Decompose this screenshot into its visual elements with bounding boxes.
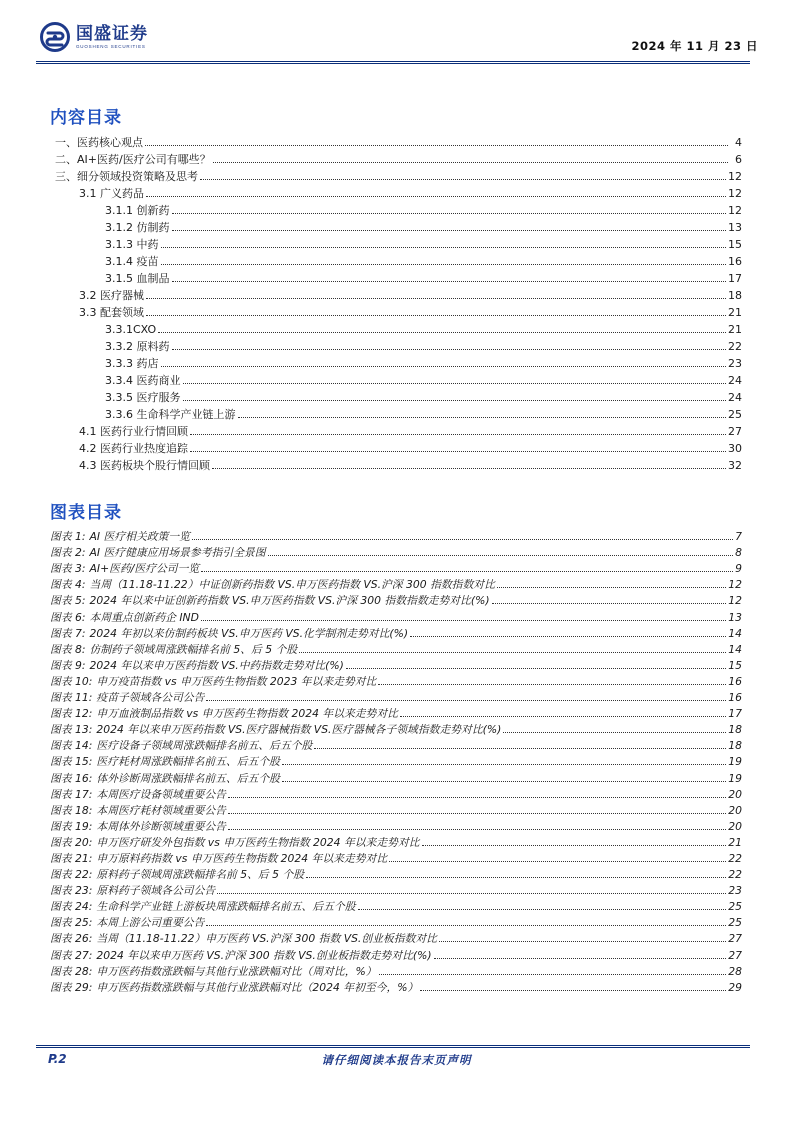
toc-entry[interactable] <box>50 185 742 202</box>
toc-entry-title: 4.1 医药行业行情回顾 <box>79 425 188 438</box>
figure-page: 14 <box>728 626 742 640</box>
leader-dots <box>206 925 726 926</box>
leader-dots <box>200 179 726 180</box>
toc-entry-title: 3.1.3 中药 <box>105 238 159 251</box>
figure-title: 本周医疗耗材领域重要公告 <box>96 803 226 817</box>
leader-dots <box>306 877 726 878</box>
figure-label: 图表 2: <box>50 546 86 560</box>
figure-label: 图表 3: <box>50 562 86 576</box>
figure-entry[interactable] <box>50 883 742 899</box>
figure-label: 图表 9: <box>50 658 86 672</box>
leader-dots <box>238 417 727 418</box>
figure-title: 申万医疗研发外包指数 vs 申万医药生物指数 2024 年以来走势对比 <box>96 835 420 849</box>
toc-entry-title: 3.1.4 疫苗 <box>105 255 159 268</box>
figure-label: 图表 11: <box>50 691 93 705</box>
figure-title: 本周上游公司重要公告 <box>96 916 205 930</box>
leader-dots <box>400 716 726 717</box>
figure-label: 图表 21: <box>50 851 93 865</box>
figure-list <box>50 529 742 996</box>
toc-entry-page: 21 <box>728 323 742 336</box>
figure-entry[interactable] <box>50 754 742 770</box>
figure-page: 18 <box>728 723 742 737</box>
figure-label: 图表 20: <box>50 835 93 849</box>
leader-dots <box>346 668 726 669</box>
toc-entry-page: 6 <box>735 153 742 166</box>
leader-dots <box>420 990 726 991</box>
figure-page: 18 <box>728 739 742 753</box>
leader-dots <box>158 332 726 333</box>
figure-label: 图表 14: <box>50 739 93 753</box>
figure-entry[interactable] <box>50 787 742 803</box>
toc-entry-page: 17 <box>728 272 742 285</box>
figure-entry[interactable] <box>50 706 742 722</box>
figure-title: 申万血液制品指数 vs 申万医药生物指数 2024 年以来走势对比 <box>96 707 398 721</box>
toc-entry[interactable] <box>50 270 742 287</box>
figure-entry[interactable] <box>50 770 742 786</box>
toc-entry-page: 25 <box>728 408 742 421</box>
figure-entry[interactable] <box>50 899 742 915</box>
toc-entry-title: 3.3 配套领域 <box>79 306 144 319</box>
figure-title: 本周体外诊断领域重要公告 <box>96 819 226 833</box>
toc-entry-title: 3.3.4 医药商业 <box>105 374 181 387</box>
figure-entry[interactable] <box>50 593 742 609</box>
leader-dots <box>172 213 727 214</box>
leader-dots <box>434 958 727 959</box>
toc-entry-page: 12 <box>728 170 742 183</box>
toc-entry[interactable] <box>50 321 742 338</box>
toc-entry-title: 3.3.5 医疗服务 <box>105 391 181 404</box>
figure-page: 20 <box>728 803 742 817</box>
figure-page: 28 <box>728 964 742 978</box>
figure-title: 2024 年以来中证创新药指数 VS.申万医药指数 VS.沪深 300 指数指数走势对比(%) <box>89 594 490 608</box>
figure-label: 图表 25: <box>50 916 93 930</box>
leader-dots <box>172 281 727 282</box>
figure-entry[interactable] <box>50 609 742 625</box>
leader-dots <box>282 781 726 782</box>
leader-dots <box>146 298 726 299</box>
toc-entry-title: 3.1.1 创新药 <box>105 204 170 217</box>
figure-entry[interactable] <box>50 980 742 996</box>
toc-entry[interactable] <box>50 168 742 185</box>
toc-entry-page: 32 <box>728 459 742 472</box>
toc-entry-page: 21 <box>728 306 742 319</box>
figure-page: 19 <box>728 755 742 769</box>
figure-page: 20 <box>728 787 742 801</box>
figure-title: 原料药子领域各公司公告 <box>96 884 216 898</box>
figure-label: 图表 6: <box>50 610 86 624</box>
toc-entry-page: 24 <box>728 391 742 404</box>
toc-entry-page: 15 <box>728 238 742 251</box>
figure-entry[interactable] <box>50 803 742 819</box>
figure-page: 22 <box>728 868 742 882</box>
toc-entry-title: 3.1.5 血制品 <box>105 272 170 285</box>
toc-title: 内容目录 <box>50 108 122 128</box>
leader-dots <box>201 571 733 572</box>
leader-dots <box>378 684 726 685</box>
figure-label: 图表 13: <box>50 723 93 737</box>
figure-page: 15 <box>728 658 742 672</box>
figure-label: 图表 16: <box>50 771 93 785</box>
leader-dots <box>228 813 726 814</box>
figure-title: 申万疫苗指数 vs 申万医药生物指数 2023 年以来走势对比 <box>96 674 377 688</box>
brand-name: 国盛证券 <box>76 24 148 44</box>
figure-entry[interactable] <box>50 577 742 593</box>
figure-entry[interactable] <box>50 658 742 674</box>
brand-name-en: GUOSHENG SECURITIES <box>76 44 146 49</box>
toc-entry[interactable] <box>50 389 742 406</box>
figure-label: 图表 17: <box>50 787 93 801</box>
toc-entry[interactable] <box>50 151 742 168</box>
toc-entry-page: 12 <box>728 187 742 200</box>
figure-entry[interactable] <box>50 867 742 883</box>
figure-page: 16 <box>728 691 742 705</box>
figure-entry[interactable] <box>50 915 742 931</box>
figure-label: 图表 26: <box>50 932 93 946</box>
leader-dots <box>146 315 726 316</box>
toc-entry-title: 3.3.6 生命科学产业链上游 <box>105 408 236 421</box>
figure-entry[interactable] <box>50 626 742 642</box>
figure-page: 9 <box>735 562 742 576</box>
leader-dots <box>422 845 727 846</box>
leader-dots <box>410 636 726 637</box>
toc-entry-page: 12 <box>728 204 742 217</box>
figure-title: 疫苗子领域各公司公告 <box>96 691 205 705</box>
figure-page: 25 <box>728 916 742 930</box>
figure-page: 8 <box>735 546 742 560</box>
toc-entry[interactable] <box>50 457 742 474</box>
figure-title: 申万原料药指数 vs 申万医药生物指数 2024 年以来走势对比 <box>96 851 388 865</box>
figure-entry[interactable] <box>50 642 742 658</box>
figure-label: 图表 19: <box>50 819 93 833</box>
leader-dots <box>228 797 726 798</box>
leader-dots <box>206 700 726 701</box>
leader-dots <box>183 383 727 384</box>
toc-entry-title: 二、AI+医药/医疗公司有哪些？ <box>55 153 211 166</box>
leader-dots <box>268 555 734 556</box>
figure-title: AI+医药/医疗公司一览 <box>89 562 200 576</box>
figure-title: AI 医疗相关政策一览 <box>89 530 190 544</box>
toc-entry[interactable] <box>50 287 742 304</box>
toc-entry-page: 4 <box>735 136 742 149</box>
leader-dots <box>492 603 727 604</box>
toc-entry-title: 3.3.1CXO <box>105 323 157 336</box>
toc-entry[interactable] <box>50 406 742 423</box>
toc-entry[interactable] <box>50 202 742 219</box>
figure-label: 图表 23: <box>50 884 93 898</box>
figure-page: 16 <box>728 674 742 688</box>
toc-entry-title: 3.1 广义药品 <box>79 187 144 200</box>
figure-label: 图表 29: <box>50 980 93 994</box>
toc-entry[interactable] <box>50 236 742 253</box>
figure-title: 申万医药指数涨跌幅与其他行业涨跌幅对比（周对比，%） <box>96 964 377 978</box>
toc-entry-title: 4.2 医药行业热度追踪 <box>79 442 188 455</box>
leader-dots <box>172 349 727 350</box>
figures-title: 图表目录 <box>50 503 122 523</box>
page-number: P.2 <box>48 1052 67 1066</box>
leader-dots <box>145 145 728 146</box>
figure-page: 22 <box>728 851 742 865</box>
figure-entry[interactable] <box>50 674 742 690</box>
leader-dots <box>190 451 726 452</box>
figure-page: 19 <box>728 771 742 785</box>
toc-entry-page: 30 <box>728 442 742 455</box>
toc-entry-title: 3.2 医疗器械 <box>79 289 144 302</box>
brand-logo-icon <box>40 22 70 52</box>
figure-page: 7 <box>735 530 742 544</box>
header-divider <box>36 61 750 62</box>
leader-dots <box>201 620 726 621</box>
toc-entry-page: 23 <box>728 357 742 370</box>
toc-entry-title: 4.3 医药板块个股行情回顾 <box>79 459 210 472</box>
figure-label: 图表 10: <box>50 674 93 688</box>
figure-entry[interactable] <box>50 545 742 561</box>
figure-title: 原料药子领域周涨跌幅排名前 5、后 5 个股 <box>96 868 304 882</box>
leader-dots <box>299 652 726 653</box>
leader-dots <box>172 230 727 231</box>
figure-page: 12 <box>728 594 742 608</box>
figure-entry[interactable] <box>50 835 742 851</box>
leader-dots <box>192 539 733 540</box>
figure-label: 图表 22: <box>50 868 93 882</box>
toc-entry-title: 三、细分领域投资策略及思考 <box>55 170 198 183</box>
toc-entry[interactable] <box>50 134 742 151</box>
leader-dots <box>497 587 726 588</box>
figure-label: 图表 5: <box>50 594 86 608</box>
leader-dots <box>282 764 726 765</box>
figure-title: 医疗设备子领域周涨跌幅排名前五、后五个股 <box>96 739 313 753</box>
leader-dots <box>161 247 727 248</box>
report-date: 2024 年 11 月 23 日 <box>631 39 758 53</box>
footer-divider <box>36 1045 750 1046</box>
figure-title: 本周医疗设备领域重要公告 <box>96 787 226 801</box>
figure-label: 图表 1: <box>50 530 86 544</box>
toc-entry-page: 13 <box>728 221 742 234</box>
toc-entry[interactable] <box>50 440 742 457</box>
figure-title: 生命科学产业链上游板块周涨跌幅排名前五、后五个股 <box>96 900 356 914</box>
toc-entry-title: 3.3.3 药店 <box>105 357 159 370</box>
figure-entry[interactable] <box>50 819 742 835</box>
footer-divider <box>36 1047 750 1048</box>
toc-entry[interactable] <box>50 423 742 440</box>
toc-entry-page: 16 <box>728 255 742 268</box>
figure-page: 13 <box>728 610 742 624</box>
header-divider <box>36 63 750 64</box>
figure-entry[interactable] <box>50 738 742 754</box>
disclaimer-note: 请仔细阅读本报告末页声明 <box>321 1053 472 1067</box>
figure-entry[interactable] <box>50 947 742 963</box>
figure-page: 23 <box>728 884 742 898</box>
figure-page: 27 <box>728 932 742 946</box>
leader-dots <box>146 196 726 197</box>
toc-entry-title: 3.3.2 原料药 <box>105 340 170 353</box>
leader-dots <box>439 941 726 942</box>
toc-entry-page: 18 <box>728 289 742 302</box>
figure-label: 图表 12: <box>50 707 93 721</box>
figure-entry[interactable] <box>50 529 742 545</box>
figure-label: 图表 7: <box>50 626 86 640</box>
leader-dots <box>190 434 726 435</box>
toc-entry-page: 27 <box>728 425 742 438</box>
toc-entry[interactable] <box>50 372 742 389</box>
leader-dots <box>161 366 727 367</box>
leader-dots <box>217 893 726 894</box>
figure-label: 图表 8: <box>50 642 86 656</box>
figure-page: 21 <box>728 835 742 849</box>
figure-page: 17 <box>728 707 742 721</box>
page-header <box>36 22 758 62</box>
leader-dots <box>212 468 726 469</box>
figure-title: 申万医药指数涨跌幅与其他行业涨跌幅对比（2024 年初至今，%） <box>96 980 419 994</box>
figure-entry[interactable] <box>50 690 742 706</box>
toc-entry[interactable] <box>50 338 742 355</box>
leader-dots <box>503 732 726 733</box>
leader-dots <box>183 400 727 401</box>
brand-logo <box>40 22 148 52</box>
toc-entry-page: 22 <box>728 340 742 353</box>
figure-page: 25 <box>728 900 742 914</box>
figure-page: 27 <box>728 948 742 962</box>
figure-entry[interactable] <box>50 964 742 980</box>
figure-title: 2024 年以来申万医药指数 VS.医疗器械指数 VS.医疗器械各子领域指数走势对比(%) <box>96 723 502 737</box>
figure-label: 图表 15: <box>50 755 93 769</box>
figure-title: 2024 年初以来仿制药板块 VS.申万医药 VS.化学制剂走势对比(%) <box>89 626 409 640</box>
toc-entry-page: 24 <box>728 374 742 387</box>
toc-entry[interactable] <box>50 253 742 270</box>
figure-label: 图表 18: <box>50 803 93 817</box>
figure-entry[interactable] <box>50 931 742 947</box>
leader-dots <box>213 162 728 163</box>
figure-title: 当周（11.18-11.22）中证创新药指数 VS.申万医药指数 VS.沪深 300 指数指数对比 <box>89 578 495 592</box>
figure-label: 图表 27: <box>50 948 93 962</box>
figure-page: 14 <box>728 642 742 656</box>
figure-label: 图表 4: <box>50 578 86 592</box>
leader-dots <box>161 264 727 265</box>
figure-page: 20 <box>728 819 742 833</box>
figure-label: 图表 28: <box>50 964 93 978</box>
figure-entry[interactable] <box>50 561 742 577</box>
leader-dots <box>314 748 726 749</box>
leader-dots <box>379 974 727 975</box>
figure-title: 2024 年以来申万医药 VS.沪深 300 指数 VS.创业板指数走势对比(%) <box>96 948 432 962</box>
leader-dots <box>228 829 726 830</box>
toc-entry[interactable] <box>50 219 742 236</box>
figure-entry[interactable] <box>50 722 742 738</box>
toc-entry[interactable] <box>50 355 742 372</box>
figure-title: AI 医疗健康应用场景参考指引全景图 <box>89 546 266 560</box>
leader-dots <box>358 909 727 910</box>
figure-label: 图表 24: <box>50 900 93 914</box>
figure-page: 29 <box>728 980 742 994</box>
figure-entry[interactable] <box>50 851 742 867</box>
figure-page: 12 <box>728 578 742 592</box>
table-of-contents <box>50 134 742 474</box>
leader-dots <box>389 861 726 862</box>
toc-entry-title: 3.1.2 仿制药 <box>105 221 170 234</box>
toc-entry[interactable] <box>50 304 742 321</box>
figure-title: 本周重点创新药企 IND <box>89 610 199 624</box>
figure-title: 体外诊断周涨跌幅排名前五、后五个股 <box>96 771 280 785</box>
figure-title: 仿制药子领域周涨跌幅排名前 5、后 5 个股 <box>89 642 298 656</box>
figure-title: 2024 年以来申万医药指数 VS.中药指数走势对比(%) <box>89 658 344 672</box>
toc-entry-title: 一、医药核心观点 <box>55 136 143 149</box>
figure-title: 当周（11.18-11.22）申万医药 VS.沪深 300 指数 VS.创业板指数对比 <box>96 932 437 946</box>
figure-title: 医疗耗材周涨跌幅排名前五、后五个股 <box>96 755 280 769</box>
